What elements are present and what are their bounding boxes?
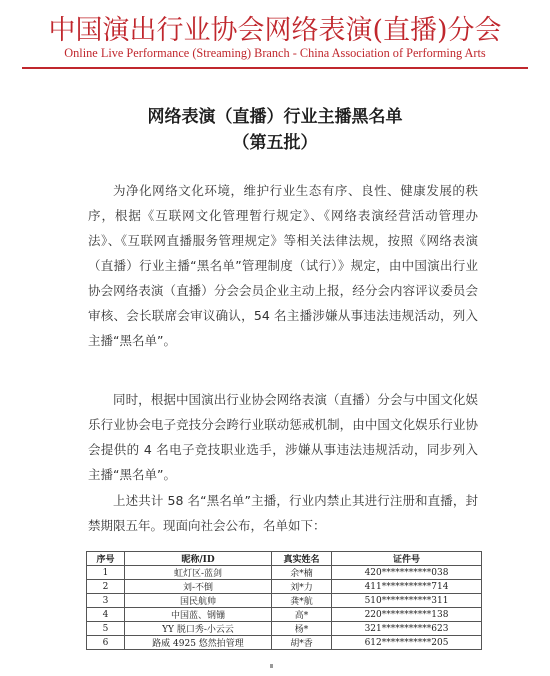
table-header-row (87, 552, 482, 566)
blacklist-table (86, 551, 482, 650)
cell-nickname: 刘-不倒 (125, 580, 272, 594)
table-row (87, 594, 482, 608)
table-row (87, 608, 482, 622)
cell-id-number: 420***********038 (332, 566, 482, 580)
header-real-name: 真实姓名 (272, 552, 332, 566)
table-row (87, 622, 482, 636)
header-nickname: 昵称/ID (125, 552, 272, 566)
cell-serial: 2 (87, 580, 125, 594)
header-divider (22, 67, 528, 69)
cell-nickname: 国民航帅 (125, 594, 272, 608)
cell-real-name: 余*楠 (272, 566, 332, 580)
cell-real-name: 胡*香 (272, 636, 332, 650)
cell-id-number: 612***********205 (332, 636, 482, 650)
body-paragraph-1: 为净化网络文化环境，维护行业生态有序、良性、健康发展的秩序，根据《互联网文化管理暂行规定》、《网络表演经营活动管理办法》、《互联网直播服务管理规定》等相关法律法规，按照《网络表演（直播）行业主播“黑名单”管理制度（试行）》规定，由中国演出行业协会网络表演（直播）分会会员企业主动上报，经分会内容评议委员会审核、会长联席会审议确认，54 名主播涉嫌从事违法违规活动，列入主播“黑名单”。 (88, 183, 478, 348)
table-row (87, 636, 482, 650)
cell-real-name: 高* (272, 608, 332, 622)
cell-id-number: 510***********311 (332, 594, 482, 608)
organization-name: 中国演出行业协会网络表演(直播)分会 (48, 15, 502, 46)
cell-id-number: 220***********138 (332, 608, 482, 622)
cell-serial: 6 (87, 636, 125, 650)
body-paragraph-2: 同时，根据中国演出行业协会网络表演（直播）分会与中国文化娱乐行业协会电子竞技分会跨行业联动惩戒机制，由中国文化娱乐行业协会提供的 4 名电子竞技职业选手，涉嫌从事违法违规活动，同步列入主播“黑名单”。 (88, 392, 478, 482)
header-serial: 序号 (87, 552, 125, 566)
cell-real-name: 龚*航 (272, 594, 332, 608)
organization-name-english: Online Live Performance (Streaming) Branch - China Association of Performing Arts (64, 46, 486, 60)
cell-nickname: 虹灯区-蓝剑 (125, 566, 272, 580)
cell-id-number: 321***********623 (332, 622, 482, 636)
cell-serial: 5 (87, 622, 125, 636)
page-footer-mark (270, 664, 273, 668)
cell-id-number: 411***********714 (332, 580, 482, 594)
document-title: 网络表演（直播）行业主播黑名单 (147, 107, 403, 127)
table-row (87, 566, 482, 580)
cell-nickname: 路威 4925 悠然拍管理 (125, 636, 272, 650)
cell-serial: 1 (87, 566, 125, 580)
cell-real-name: 杨* (272, 622, 332, 636)
cell-real-name: 刘*力 (272, 580, 332, 594)
cell-nickname: 中国蓝、钢镚 (125, 608, 272, 622)
body-paragraph-3: 上述共计 58 名“黑名单”主播，行业内禁止其进行注册和直播，封禁期限五年。现面向社会公布，名单如下： (88, 493, 478, 533)
table-row (87, 580, 482, 594)
cell-serial: 4 (87, 608, 125, 622)
header-id-number: 证件号 (332, 552, 482, 566)
document-subtitle: （第五批） (232, 133, 318, 153)
cell-nickname: YY 脱口秀-小云云 (125, 622, 272, 636)
cell-serial: 3 (87, 594, 125, 608)
